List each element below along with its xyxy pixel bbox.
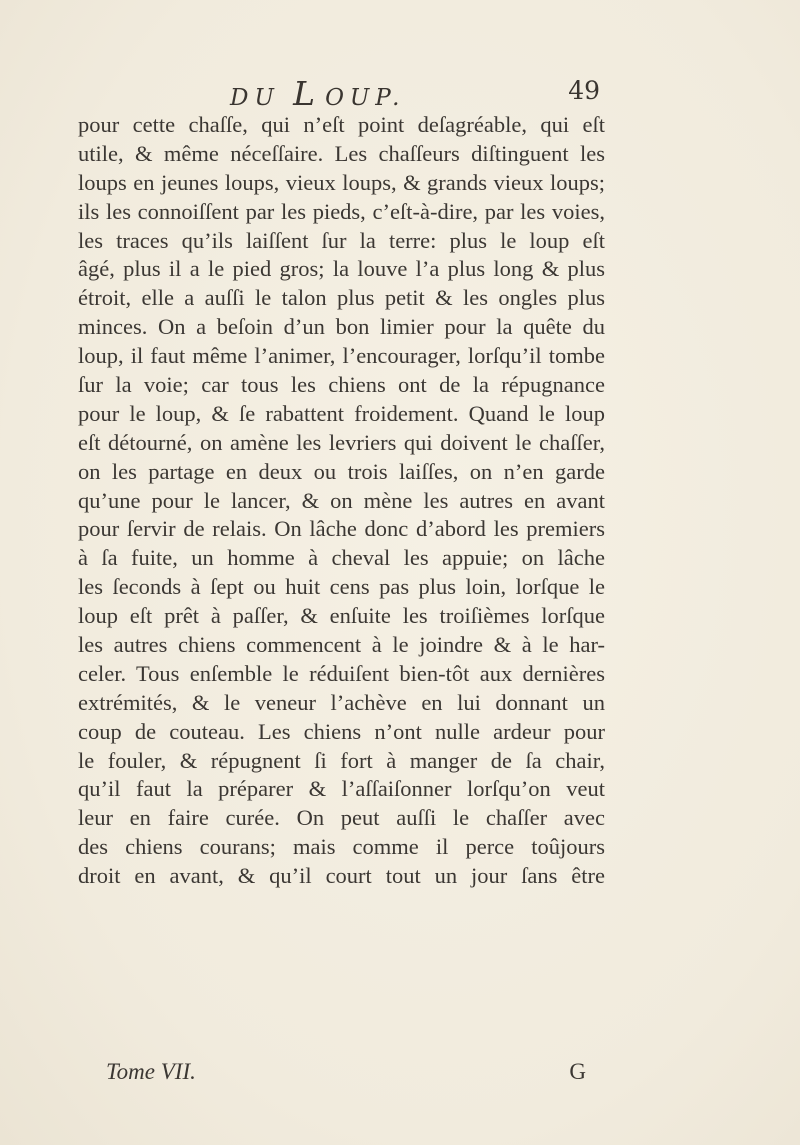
page-header bbox=[230, 74, 600, 113]
body-text bbox=[78, 111, 605, 891]
running-head bbox=[230, 74, 405, 113]
running-head-rest: OUP. bbox=[325, 85, 406, 111]
text-line: celer. Tous enſemble le réduiſent bien-tôt aux dernières bbox=[78, 660, 605, 686]
running-head-prefix: DU bbox=[230, 85, 294, 111]
signature-mark: G bbox=[569, 1059, 586, 1084]
text-line: qu’il faut la préparer & l’aſſaiſonner lorſqu’on veut bbox=[78, 776, 605, 802]
text-line: pour cette chaſſe, qui n’eſt point deſagréable, qui eſt bbox=[78, 112, 605, 137]
text-line: loup, il faut même l’animer, l’encourager, lorſqu’il tombe bbox=[78, 343, 605, 369]
text-line: âgé, plus il a le pied gros; la louve l’a plus long & plus bbox=[78, 256, 605, 282]
text-line: à ſa fuite, un homme à cheval les appuie; on lâche bbox=[78, 545, 605, 571]
text-line: leur en faire curée. On peut auſſi le chaſſer avec bbox=[78, 805, 605, 831]
text-line: pour le loup, & ſe rabattent froidement. Quand le loup bbox=[78, 400, 605, 426]
text-line: pour ſervir de relais. On lâche donc d’abord les premiers bbox=[78, 516, 605, 542]
text-line: coup de couteau. Les chiens n’ont nulle ardeur pour bbox=[78, 718, 605, 744]
text-line: les autres chiens commencent à le joindre & à le har- bbox=[78, 632, 605, 658]
text-line: qu’une pour le lancer, & on mène les autres en avant bbox=[78, 487, 605, 513]
text-line: loup eſt prêt à paſſer, & enſuite les troiſièmes lorſque bbox=[78, 603, 605, 629]
text-line: ils les connoiſſent par les pieds, c’eſt-à-dire, par les voies, bbox=[78, 198, 605, 224]
text-line: les traces qu’ils laiſſent ſur la terre: plus le loup eſt bbox=[78, 227, 605, 253]
text-line: étroit, elle a auſſi le talon plus petit & les ongles plus bbox=[78, 285, 605, 311]
text-line: extrémités, & le veneur l’achève en lui donnant un bbox=[78, 689, 605, 715]
text-line: des chiens courans; mais comme il perce toûjours bbox=[78, 834, 605, 860]
page-number: 49 bbox=[568, 76, 600, 105]
text-line: loups en jeunes loups, vieux loups, & grands vieux loups; bbox=[78, 169, 605, 195]
text-line: ſur la voie; car tous les chiens ont de la répugnance bbox=[78, 372, 605, 398]
text-line: les ſeconds à ſept ou huit cens pas plus loin, lorſque le bbox=[78, 574, 605, 600]
volume-label: Tome VII. bbox=[106, 1059, 196, 1084]
text-line: on les partage en deux ou trois laiſſes, on n’en garde bbox=[78, 458, 605, 484]
text-line: le fouler, & répugnent ſi fort à manger de ſa chair, bbox=[78, 747, 605, 773]
text-line: minces. On a beſoin d’un bon limier pour la quête du bbox=[78, 314, 605, 340]
text-line: droit en avant, & qu’il court tout un jour ſans être bbox=[78, 863, 605, 889]
text-line: utile, & même néceſſaire. Les chaſſeurs diſtinguent les bbox=[78, 140, 605, 166]
running-head-initial: L bbox=[293, 74, 326, 113]
page-footer bbox=[106, 1059, 586, 1091]
text-line: eſt détourné, on amène les levriers qui doivent le chaſſer, bbox=[78, 429, 605, 455]
